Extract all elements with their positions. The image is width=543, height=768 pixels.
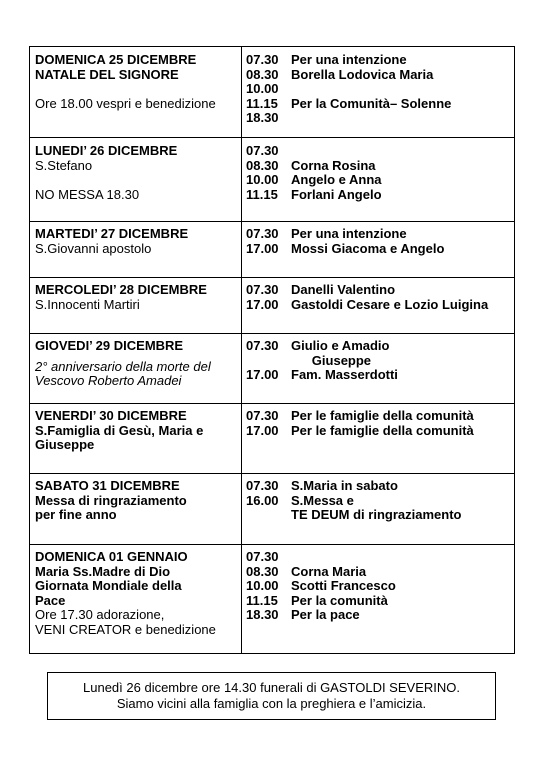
masses-cell (242, 138, 515, 222)
mass-time: 18.30 (246, 110, 279, 126)
mass-entry (246, 368, 510, 383)
day-feast: NATALE DEL SIGNORE (35, 66, 179, 82)
mass-intention: Per la pace (291, 607, 360, 623)
mass-time: 11.15 (246, 592, 278, 608)
day-cell (30, 545, 242, 654)
mass-time: 07.30 (246, 226, 279, 241)
mass-intention: Corna Rosina (291, 157, 376, 173)
mass-entry (246, 227, 510, 242)
day-cell (30, 47, 242, 138)
mass-entry (246, 479, 510, 494)
day-title: SABATO 31 DICEMBRE (35, 478, 180, 493)
mass-entry (246, 424, 510, 439)
day-cell (30, 474, 242, 545)
day-title: DOMENICA 01 GENNAIO (35, 549, 188, 564)
mass-time: 07.30 (246, 408, 279, 423)
day-row (30, 334, 515, 404)
masses-cell (242, 474, 515, 545)
day-note: Ore 17.30 adorazione, (35, 607, 165, 623)
mass-time: 08.30 (246, 157, 279, 173)
day-feast: S.Innocenti Martiri (35, 296, 140, 312)
mass-intention: Mossi Giacoma e Angelo (291, 240, 445, 256)
masses-cell (242, 545, 515, 654)
mass-entry (246, 508, 510, 523)
mass-intention: TE DEUM di ringraziamento (291, 507, 462, 523)
mass-time: 07.30 (246, 338, 279, 353)
day-title: MARTEDI’ 27 DICEMBRE (35, 226, 189, 241)
day-title: MERCOLEDI’ 28 DICEMBRE (35, 282, 207, 297)
masses-cell (242, 404, 515, 474)
mass-time: 10.00 (246, 172, 279, 188)
mass-schedule-table (29, 46, 515, 654)
funeral-notice-box (47, 672, 496, 720)
mass-entry (246, 188, 510, 203)
day-feast: Giornata Mondiale della (35, 578, 182, 594)
mass-intention: Giuseppe (311, 352, 372, 368)
day-note: VENI CREATOR e benedizione (35, 621, 216, 637)
day-feast: S.Stefano (35, 157, 93, 173)
mass-intention: Corna Maria (291, 563, 367, 579)
day-cell (30, 404, 242, 474)
mass-entry (246, 53, 510, 68)
day-cell (30, 222, 242, 278)
mass-intention: Per una intenzione (291, 52, 407, 67)
mass-intention: Forlani Angelo (291, 186, 382, 202)
mass-entry (246, 82, 510, 97)
day-feast: Maria Ss.Madre di Dio (35, 563, 171, 579)
day-title: DOMENICA 25 DICEMBRE (35, 52, 197, 67)
day-row (30, 278, 515, 334)
day-cell (30, 278, 242, 334)
day-row (30, 47, 515, 138)
day-title: VENERDI’ 30 DICEMBRE (35, 408, 187, 423)
mass-time: 07.30 (246, 282, 279, 297)
mass-entry (246, 283, 510, 298)
day-row (30, 404, 515, 474)
mass-entry (246, 608, 510, 623)
masses-cell (242, 47, 515, 138)
mass-entry (246, 594, 510, 609)
mass-entry (246, 68, 510, 83)
mass-entry (246, 173, 510, 188)
day-feast: Messa di ringraziamento (35, 492, 187, 508)
mass-time: 16.00 (246, 492, 279, 508)
day-row (30, 138, 515, 222)
day-feast: S.Giovanni apostolo (35, 240, 152, 256)
mass-time: 17.00 (246, 422, 279, 438)
mass-time: 17.00 (246, 296, 279, 312)
mass-entry (246, 550, 510, 565)
mass-intention: S.Maria in sabato (291, 478, 398, 493)
mass-time (246, 508, 291, 523)
mass-intention: Borella Lodovica Maria (291, 66, 434, 82)
day-cell (30, 334, 242, 404)
mass-time: 17.00 (246, 240, 279, 256)
mass-entry (246, 144, 510, 159)
mass-intention: S.Messa e (291, 492, 354, 508)
mass-entry (246, 409, 510, 424)
day-row (30, 474, 515, 545)
mass-entry (246, 242, 510, 257)
day-title: GIOVEDI’ 29 DICEMBRE (35, 338, 184, 353)
mass-intention: Per una intenzione (291, 226, 407, 241)
day-feast: per fine anno (35, 507, 117, 523)
day-cell (30, 138, 242, 222)
mass-time: 08.30 (246, 66, 279, 82)
mass-time: 07.30 (246, 143, 279, 158)
day-feast: Pace (35, 592, 66, 608)
mass-entry (246, 111, 510, 126)
mass-time: 07.30 (246, 478, 279, 493)
mass-entry (246, 159, 510, 174)
condolence-line: Siamo vicini alla famiglia con la preghiera e l’amicizia. (116, 696, 427, 711)
masses-cell (242, 334, 515, 404)
mass-intention: Danelli Valentino (291, 282, 396, 297)
day-note: 2° anniversario della morte del Vescovo Roberto Amadei (35, 358, 211, 389)
mass-entry (246, 494, 510, 509)
masses-cell (242, 278, 515, 334)
mass-intention: Per le famiglie della comunità (291, 422, 474, 438)
mass-entry (246, 298, 510, 313)
mass-intention (291, 111, 510, 126)
mass-intention (291, 550, 510, 565)
mass-intention: Per la Comunità– Solenne (291, 95, 452, 111)
day-row (30, 545, 515, 654)
mass-intention: Angelo e Anna (291, 172, 382, 188)
mass-time: 18.30 (246, 607, 279, 623)
funeral-notice-line: Lunedì 26 dicembre ore 14.30 funerali di GASTOLDI SEVERINO. (83, 680, 460, 695)
mass-intention: Giulio e Amadio (291, 338, 390, 353)
mass-entry (246, 97, 510, 112)
mass-intention (291, 82, 510, 97)
mass-time: 08.30 (246, 563, 279, 579)
mass-entry (246, 565, 510, 580)
mass-time: 11.15 (246, 186, 278, 202)
mass-time: 11.15 (246, 95, 278, 111)
mass-intention: Fam. Masserdotti (291, 367, 398, 383)
mass-intention: Scotti Francesco (291, 578, 396, 594)
mass-intention (291, 144, 510, 159)
mass-time: 10.00 (246, 81, 279, 97)
mass-time: 07.30 (246, 52, 279, 67)
day-title: LUNEDI’ 26 DICEMBRE (35, 143, 178, 158)
day-feast: S.Famiglia di Gesù, Maria e (35, 422, 204, 438)
day-feast: Giuseppe (35, 437, 95, 453)
mass-entry (246, 579, 510, 594)
mass-intention: Gastoldi Cesare e Lozio Luigina (291, 296, 489, 312)
mass-time: 07.30 (246, 549, 279, 564)
mass-time: 17.00 (246, 367, 279, 383)
mass-time (246, 354, 291, 369)
mass-entry (246, 339, 510, 354)
mass-entry (246, 354, 510, 369)
mass-intention: Per la comunità (291, 592, 388, 608)
day-note: Ore 18.00 vespri e benedizione (35, 95, 216, 111)
masses-cell (242, 222, 515, 278)
mass-intention: Per le famiglie della comunità (291, 408, 474, 423)
mass-time: 10.00 (246, 578, 279, 594)
day-note: NO MESSA 18.30 (35, 186, 140, 202)
day-row (30, 222, 515, 278)
